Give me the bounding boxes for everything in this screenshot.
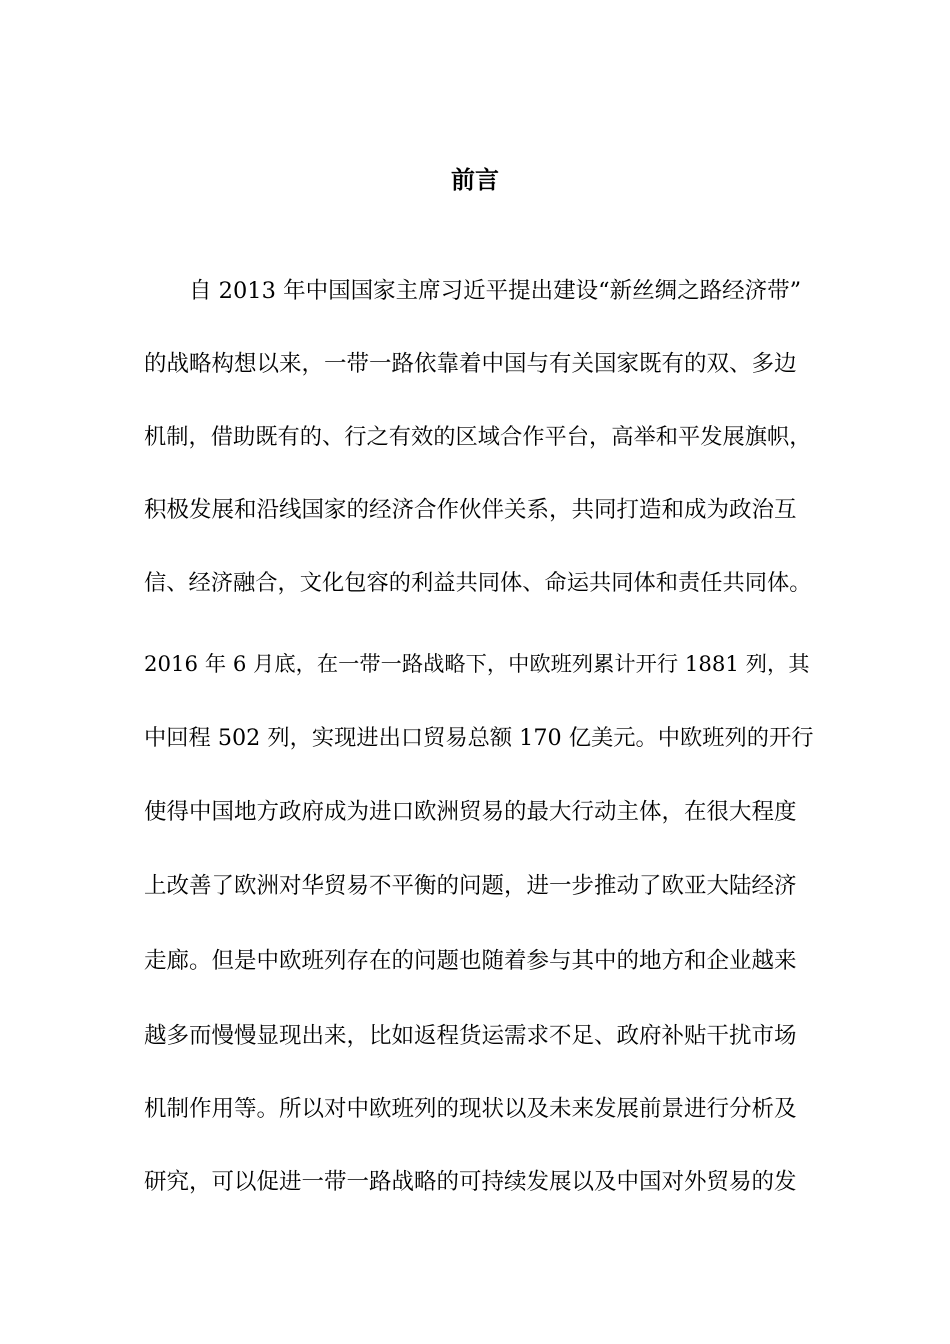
paragraph-line: 自 2013 年中国国家主席习近平提出建设“新丝绸之路经济带”	[189, 278, 802, 304]
paragraph-line: 使得中国地方政府成为进口欧洲贸易的最大行动主体，在很大程度	[144, 799, 797, 825]
paragraph-line: 2016 年 6 月底，在一带一路战略下，中欧班列累计开行 1881 列，其	[144, 652, 810, 677]
paragraph-line: 信、经济融合，文化包容的利益共同体、命运共同体和责任共同体。	[144, 570, 812, 596]
paragraph-line: 机制，借助既有的、行之有效的区域合作平台，高举和平发展旗帜，	[144, 424, 812, 450]
paragraph-line: 积极发展和沿线国家的经济合作伙伴关系，共同打造和成为政治互	[144, 497, 797, 523]
paragraph-line: 越多而慢慢显现出来，比如返程货运需求不足、政府补贴干扰市场	[144, 1023, 797, 1049]
paragraph-line: 机制作用等。所以对中欧班列的现状以及未来发展前景进行分析及	[144, 1096, 797, 1122]
paragraph-line: 研究，可以促进一带一路战略的可持续发展以及中国对外贸易的发	[144, 1169, 797, 1195]
paragraph-line: 走廊。但是中欧班列存在的问题也随着参与其中的地方和企业越来	[144, 948, 797, 974]
page-title: 前言	[451, 166, 499, 194]
paragraph-line: 上改善了欧洲对华贸易不平衡的问题，进一步推动了欧亚大陆经济	[144, 873, 797, 899]
paragraph-line: 的战略构想以来，一带一路依靠着中国与有关国家既有的双、多边	[144, 351, 797, 377]
paragraph-line: 中回程 502 列，实现进出口贸易总额 170 亿美元。中欧班列的开行	[144, 725, 814, 751]
